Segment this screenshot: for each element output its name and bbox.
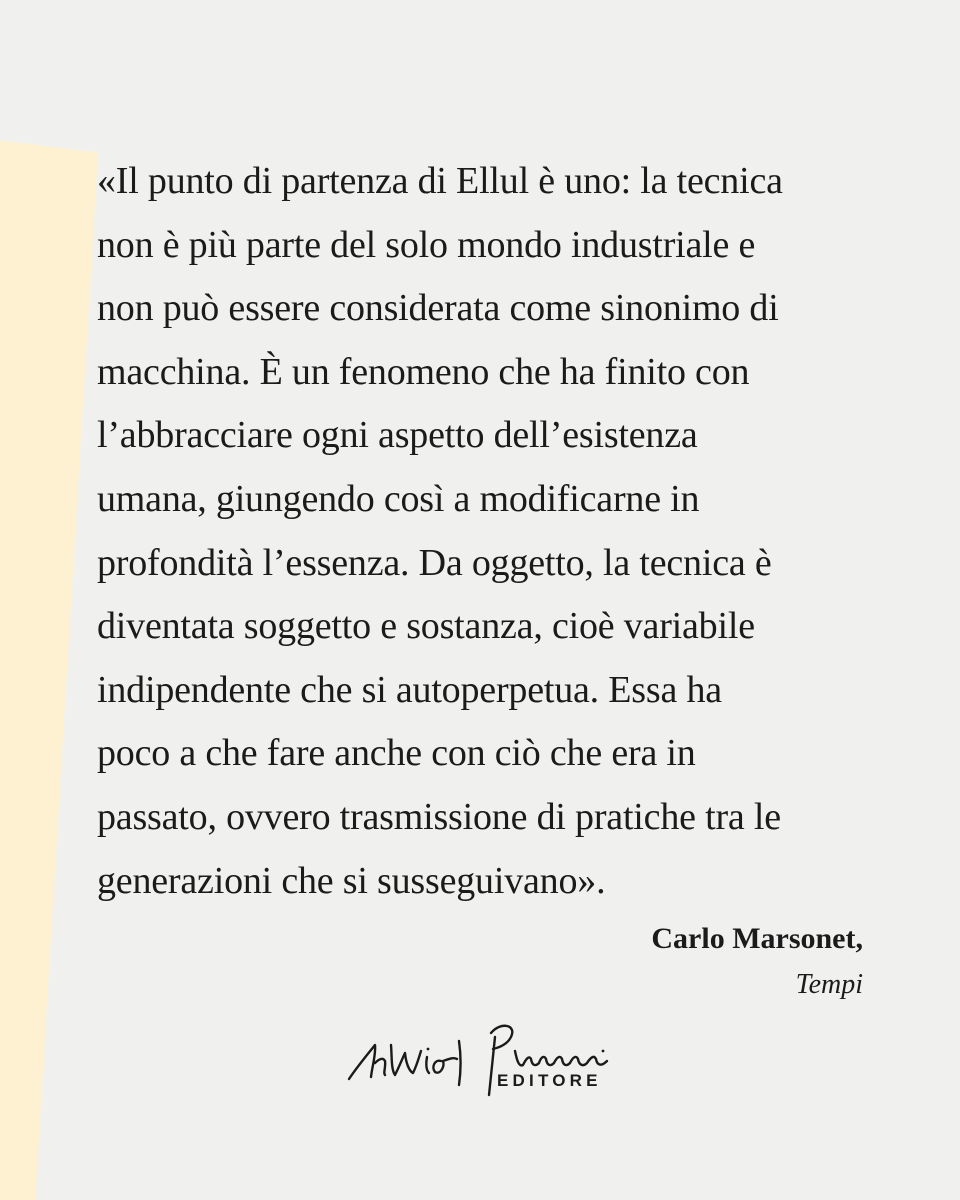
- quote-line: non è più parte del solo mondo industriale e: [97, 223, 756, 266]
- quote-line: profondità l’essenza. Da oggetto, la tecnica è: [97, 541, 772, 584]
- quote-line: poco a che fare anche con ciò che era in: [97, 732, 696, 775]
- editore-wordmark: EDITORE: [497, 1071, 602, 1090]
- quote-line: umana, giungendo così a modificarne in: [97, 477, 700, 520]
- quote-text: [97, 150, 897, 913]
- quote-line: «Il punto di partenza di Ellul è uno: la tecnica: [97, 160, 783, 202]
- quote-line: generazioni che si susseguivano».: [97, 859, 606, 902]
- quote-line: diventata soggetto e sostanza, cioè variabile: [97, 605, 755, 648]
- publisher-logo: [345, 1015, 625, 1100]
- quote-line: passato, ovvero trasmissione di pratiche tra le: [97, 795, 781, 838]
- quote-line: l’abbracciare ogni aspetto dell’esistenza: [97, 414, 698, 457]
- author-name: Carlo Marsonet,: [651, 922, 863, 955]
- quote-line: non può essere considerata come sinonimo di: [97, 287, 779, 330]
- accent-stripe: [0, 0, 110, 1200]
- quote-line: indipendente che si autoperpetua. Essa ha: [97, 668, 722, 711]
- source-title: Tempi: [795, 969, 863, 1000]
- quote-line: macchina. È un fenomeno che ha finito con: [97, 350, 750, 393]
